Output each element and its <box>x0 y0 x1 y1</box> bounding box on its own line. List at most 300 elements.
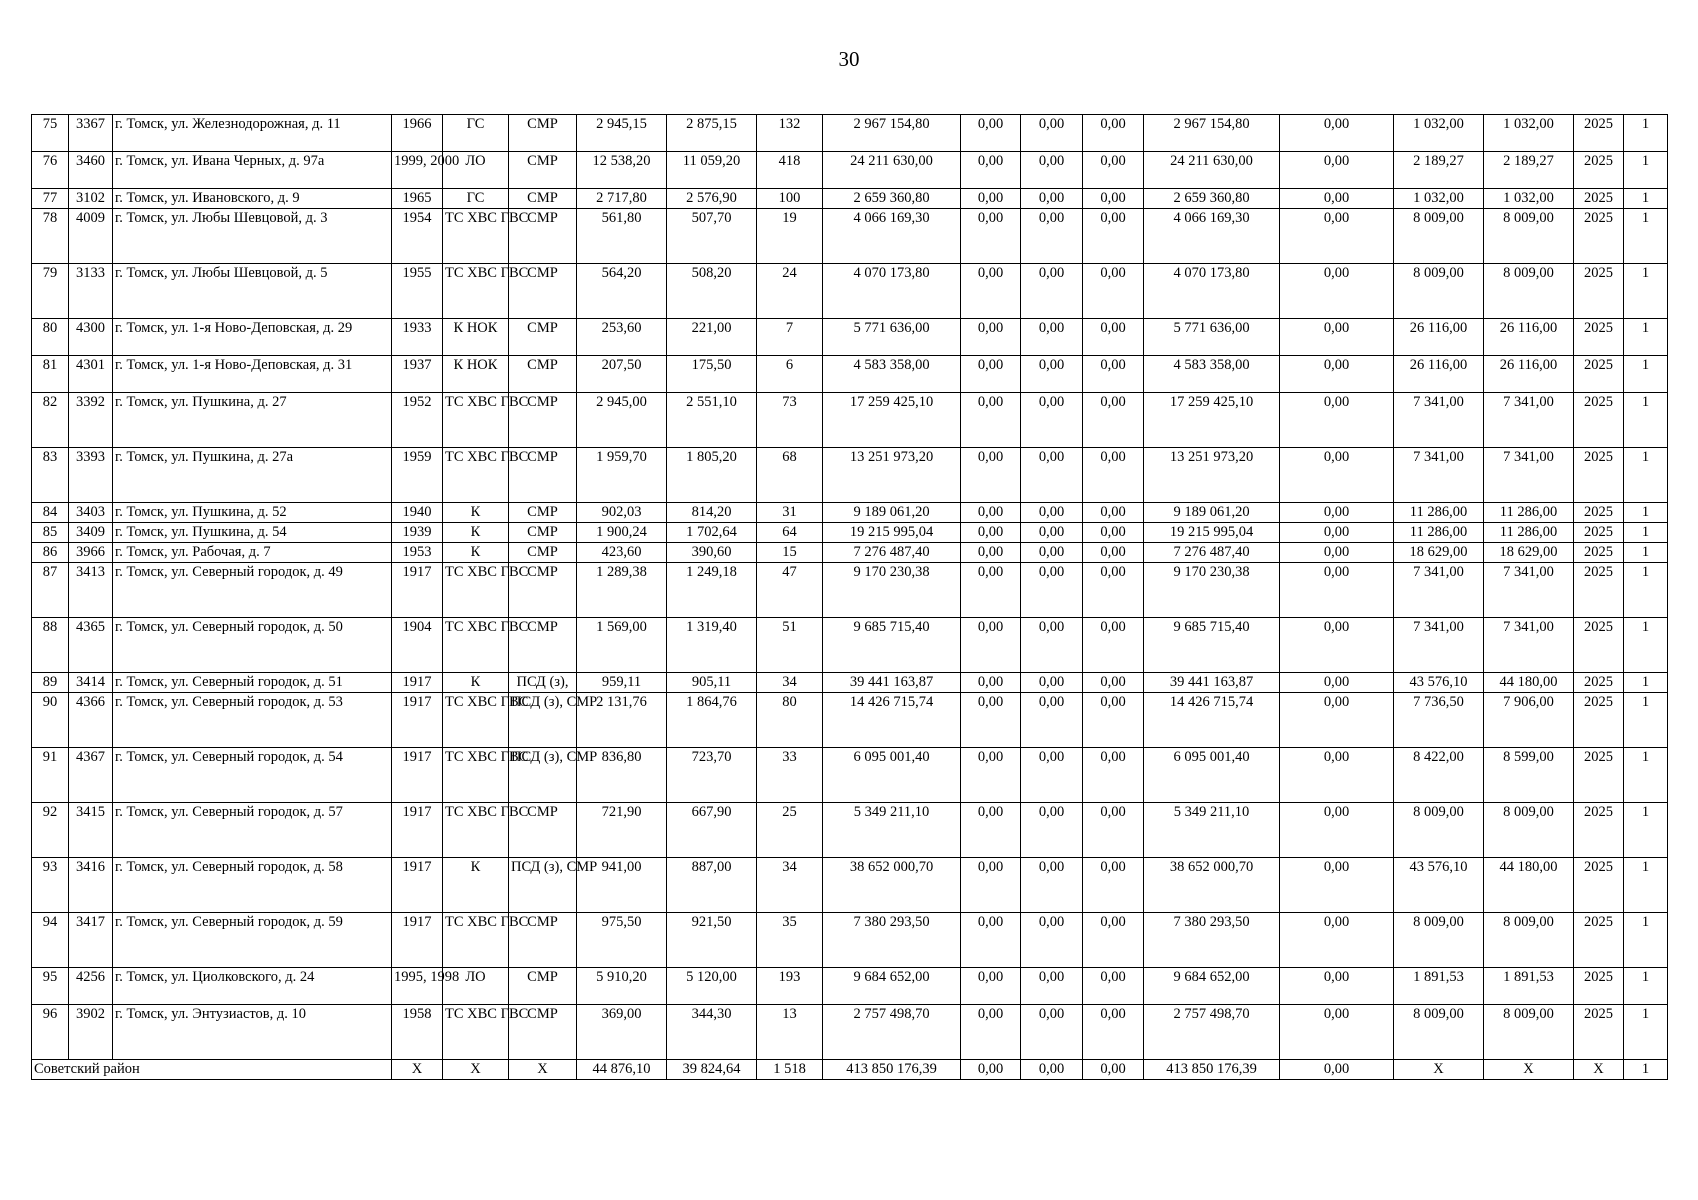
cell-owner-funds: 2 659 360,80 <box>1144 189 1280 209</box>
cell-row-number: 76 <box>32 152 69 189</box>
cell-build-year: 1917 <box>392 673 443 693</box>
cell-plan-year: 2025 <box>1574 264 1624 319</box>
cell-method: 1 <box>1624 503 1668 523</box>
cell-building-id: 3403 <box>69 503 113 523</box>
cell-residents: 100 <box>757 189 823 209</box>
cell-fund-1: 0,00 <box>961 393 1021 448</box>
total-owner-funds: 413 850 176,39 <box>1144 1060 1280 1080</box>
cell-total-cost: 9 684 652,00 <box>823 968 961 1005</box>
cell-address: г. Томск, ул. Пушкина, д. 52 <box>113 503 392 523</box>
cell-plan-year: 2025 <box>1574 803 1624 858</box>
cell-plan-year: 2025 <box>1574 523 1624 543</box>
cell-building-id: 3409 <box>69 523 113 543</box>
cell-fund-1: 0,00 <box>961 356 1021 393</box>
cell-fund-4: 0,00 <box>1280 393 1394 448</box>
cell-row-number: 95 <box>32 968 69 1005</box>
cell-plan-year: 2025 <box>1574 115 1624 152</box>
cell-plan-year: 2025 <box>1574 748 1624 803</box>
table-row <box>32 319 1668 356</box>
cell-fund-4: 0,00 <box>1280 618 1394 673</box>
table-row <box>32 693 1668 748</box>
total-label: Советский район <box>32 1060 392 1080</box>
cell-work-type: СМР <box>509 264 577 319</box>
cell-method: 1 <box>1624 968 1668 1005</box>
cell-unit-cost: 8 009,00 <box>1394 264 1484 319</box>
cell-build-year: 1958 <box>392 1005 443 1060</box>
cell-max-unit-cost: 1 032,00 <box>1484 189 1574 209</box>
cell-unit-cost: 1 032,00 <box>1394 115 1484 152</box>
cell-residents: 19 <box>757 209 823 264</box>
cell-method: 1 <box>1624 858 1668 913</box>
cell-method: 1 <box>1624 693 1668 748</box>
cell-fund-2: 0,00 <box>1021 356 1083 393</box>
cell-fund-2: 0,00 <box>1021 393 1083 448</box>
cell-unit-cost: 8 009,00 <box>1394 803 1484 858</box>
cell-systems: ТС ХВС ГВС <box>443 748 509 803</box>
cell-fund-3: 0,00 <box>1083 152 1144 189</box>
cell-fund-1: 0,00 <box>961 563 1021 618</box>
cell-area-living: 1 249,18 <box>667 563 757 618</box>
cell-method: 1 <box>1624 523 1668 543</box>
cell-owner-funds: 9 170 230,38 <box>1144 563 1280 618</box>
cell-max-unit-cost: 11 286,00 <box>1484 523 1574 543</box>
cell-fund-2: 0,00 <box>1021 803 1083 858</box>
cell-address: г. Томск, ул. Северный городок, д. 51 <box>113 673 392 693</box>
cell-build-year: 1904 <box>392 618 443 673</box>
cell-area-living: 905,11 <box>667 673 757 693</box>
cell-unit-cost: 1 891,53 <box>1394 968 1484 1005</box>
cell-owner-funds: 38 652 000,70 <box>1144 858 1280 913</box>
cell-build-year: 1959 <box>392 448 443 503</box>
cell-owner-funds: 5 771 636,00 <box>1144 319 1280 356</box>
cell-row-number: 79 <box>32 264 69 319</box>
cell-method: 1 <box>1624 748 1668 803</box>
cell-owner-funds: 24 211 630,00 <box>1144 152 1280 189</box>
cell-building-id: 4367 <box>69 748 113 803</box>
cell-unit-cost: 7 341,00 <box>1394 393 1484 448</box>
cell-fund-3: 0,00 <box>1083 913 1144 968</box>
cell-fund-4: 0,00 <box>1280 152 1394 189</box>
cell-work-type: СМР <box>509 115 577 152</box>
cell-residents: 15 <box>757 543 823 563</box>
cell-fund-3: 0,00 <box>1083 189 1144 209</box>
cell-total-cost: 7 380 293,50 <box>823 913 961 968</box>
cell-building-id: 3416 <box>69 858 113 913</box>
cell-plan-year: 2025 <box>1574 673 1624 693</box>
cell-fund-1: 0,00 <box>961 673 1021 693</box>
cell-build-year: 1937 <box>392 356 443 393</box>
cell-residents: 80 <box>757 693 823 748</box>
cell-work-type: СМР <box>509 913 577 968</box>
cell-work-type: СМР <box>509 503 577 523</box>
cell-address: г. Томск, ул. Северный городок, д. 57 <box>113 803 392 858</box>
cell-work-type: СМР <box>509 968 577 1005</box>
cell-row-number: 91 <box>32 748 69 803</box>
cell-build-year: 1955 <box>392 264 443 319</box>
cell-residents: 68 <box>757 448 823 503</box>
cell-area-total: 1 900,24 <box>577 523 667 543</box>
cell-plan-year: 2025 <box>1574 393 1624 448</box>
cell-fund-3: 0,00 <box>1083 393 1144 448</box>
cell-area-total: 902,03 <box>577 503 667 523</box>
cell-method: 1 <box>1624 209 1668 264</box>
cell-build-year: 1933 <box>392 319 443 356</box>
cell-row-number: 88 <box>32 618 69 673</box>
cell-fund-2: 0,00 <box>1021 319 1083 356</box>
cell-fund-3: 0,00 <box>1083 448 1144 503</box>
cell-address: г. Томск, ул. Железнодорожная, д. 11 <box>113 115 392 152</box>
table-row <box>32 618 1668 673</box>
table-row <box>32 448 1668 503</box>
cell-fund-1: 0,00 <box>961 152 1021 189</box>
cell-owner-funds: 2 757 498,70 <box>1144 1005 1280 1060</box>
cell-fund-3: 0,00 <box>1083 693 1144 748</box>
cell-row-number: 83 <box>32 448 69 503</box>
cell-method: 1 <box>1624 618 1668 673</box>
cell-fund-1: 0,00 <box>961 748 1021 803</box>
cell-row-number: 77 <box>32 189 69 209</box>
cell-row-number: 75 <box>32 115 69 152</box>
cell-fund-3: 0,00 <box>1083 209 1144 264</box>
cell-area-total: 2 717,80 <box>577 189 667 209</box>
cell-plan-year: 2025 <box>1574 913 1624 968</box>
cell-total-cost: 9 685 715,40 <box>823 618 961 673</box>
cell-plan-year: 2025 <box>1574 1005 1624 1060</box>
cell-unit-cost: 1 032,00 <box>1394 189 1484 209</box>
table-row <box>32 1005 1668 1060</box>
cell-max-unit-cost: 1 891,53 <box>1484 968 1574 1005</box>
total-row <box>32 1060 1668 1080</box>
cell-method: 1 <box>1624 448 1668 503</box>
cell-fund-2: 0,00 <box>1021 209 1083 264</box>
cell-method: 1 <box>1624 803 1668 858</box>
cell-method: 1 <box>1624 319 1668 356</box>
cell-fund-2: 0,00 <box>1021 448 1083 503</box>
cell-method: 1 <box>1624 189 1668 209</box>
cell-build-year: 1917 <box>392 803 443 858</box>
cell-owner-funds: 4 070 173,80 <box>1144 264 1280 319</box>
cell-max-unit-cost: 7 341,00 <box>1484 563 1574 618</box>
cell-fund-2: 0,00 <box>1021 563 1083 618</box>
cell-owner-funds: 17 259 425,10 <box>1144 393 1280 448</box>
cell-total-cost: 5 771 636,00 <box>823 319 961 356</box>
cell-fund-2: 0,00 <box>1021 152 1083 189</box>
cell-method: 1 <box>1624 913 1668 968</box>
total-fund-1: 0,00 <box>961 1060 1021 1080</box>
cell-fund-1: 0,00 <box>961 543 1021 563</box>
cell-work-type: СМР <box>509 803 577 858</box>
cell-work-type: СМР <box>509 523 577 543</box>
cell-fund-3: 0,00 <box>1083 264 1144 319</box>
cell-fund-2: 0,00 <box>1021 523 1083 543</box>
table-row <box>32 356 1668 393</box>
total-systems: Х <box>443 1060 509 1080</box>
cell-systems: ТС ХВС ГВС <box>443 448 509 503</box>
cell-row-number: 89 <box>32 673 69 693</box>
cell-unit-cost: 8 009,00 <box>1394 913 1484 968</box>
cell-area-living: 221,00 <box>667 319 757 356</box>
cell-plan-year: 2025 <box>1574 503 1624 523</box>
cell-building-id: 3460 <box>69 152 113 189</box>
cell-total-cost: 7 276 487,40 <box>823 543 961 563</box>
cell-fund-4: 0,00 <box>1280 748 1394 803</box>
cell-total-cost: 2 659 360,80 <box>823 189 961 209</box>
table-row <box>32 543 1668 563</box>
cell-fund-4: 0,00 <box>1280 319 1394 356</box>
cell-total-cost: 17 259 425,10 <box>823 393 961 448</box>
cell-area-living: 1 319,40 <box>667 618 757 673</box>
cell-plan-year: 2025 <box>1574 356 1624 393</box>
cell-address: г. Томск, ул. Северный городок, д. 53 <box>113 693 392 748</box>
cell-fund-1: 0,00 <box>961 448 1021 503</box>
cell-fund-2: 0,00 <box>1021 748 1083 803</box>
cell-row-number: 85 <box>32 523 69 543</box>
cell-systems: К НОК <box>443 356 509 393</box>
cell-owner-funds: 14 426 715,74 <box>1144 693 1280 748</box>
cell-row-number: 87 <box>32 563 69 618</box>
cell-plan-year: 2025 <box>1574 209 1624 264</box>
table-row <box>32 503 1668 523</box>
cell-row-number: 81 <box>32 356 69 393</box>
cell-owner-funds: 9 684 652,00 <box>1144 968 1280 1005</box>
cell-address: г. Томск, ул. Северный городок, д. 58 <box>113 858 392 913</box>
cell-building-id: 3102 <box>69 189 113 209</box>
cell-fund-4: 0,00 <box>1280 523 1394 543</box>
cell-residents: 6 <box>757 356 823 393</box>
cell-fund-2: 0,00 <box>1021 1005 1083 1060</box>
cell-fund-4: 0,00 <box>1280 189 1394 209</box>
cell-row-number: 78 <box>32 209 69 264</box>
cell-area-living: 1 805,20 <box>667 448 757 503</box>
cell-building-id: 4301 <box>69 356 113 393</box>
cell-residents: 34 <box>757 673 823 693</box>
cell-work-type: СМР <box>509 618 577 673</box>
cell-area-living: 2 576,90 <box>667 189 757 209</box>
cell-fund-3: 0,00 <box>1083 543 1144 563</box>
cell-fund-1: 0,00 <box>961 1005 1021 1060</box>
cell-systems: К НОК <box>443 319 509 356</box>
cell-residents: 33 <box>757 748 823 803</box>
cell-build-year: 1917 <box>392 693 443 748</box>
cell-fund-4: 0,00 <box>1280 1005 1394 1060</box>
cell-max-unit-cost: 8 009,00 <box>1484 913 1574 968</box>
cell-row-number: 80 <box>32 319 69 356</box>
cell-area-total: 975,50 <box>577 913 667 968</box>
cell-fund-1: 0,00 <box>961 693 1021 748</box>
cell-fund-2: 0,00 <box>1021 673 1083 693</box>
cell-build-year: 1917 <box>392 913 443 968</box>
cell-systems: ТС ХВС ГВС <box>443 1005 509 1060</box>
cell-method: 1 <box>1624 356 1668 393</box>
total-area-living: 39 824,64 <box>667 1060 757 1080</box>
cell-build-year: 1995, 1998 <box>392 968 443 1005</box>
cell-area-total: 2 945,15 <box>577 115 667 152</box>
cell-fund-4: 0,00 <box>1280 503 1394 523</box>
cell-work-type: СМР <box>509 563 577 618</box>
cell-fund-1: 0,00 <box>961 913 1021 968</box>
cell-area-living: 2 551,10 <box>667 393 757 448</box>
cell-address: г. Томск, ул. Любы Шевцовой, д. 5 <box>113 264 392 319</box>
cell-plan-year: 2025 <box>1574 319 1624 356</box>
cell-fund-2: 0,00 <box>1021 913 1083 968</box>
cell-build-year: 1999, 2000 <box>392 152 443 189</box>
cell-area-total: 1 569,00 <box>577 618 667 673</box>
cell-fund-1: 0,00 <box>961 189 1021 209</box>
cell-address: г. Томск, ул. Любы Шевцовой, д. 3 <box>113 209 392 264</box>
cell-total-cost: 39 441 163,87 <box>823 673 961 693</box>
table-row <box>32 115 1668 152</box>
cell-plan-year: 2025 <box>1574 448 1624 503</box>
cell-total-cost: 19 215 995,04 <box>823 523 961 543</box>
cell-fund-2: 0,00 <box>1021 858 1083 913</box>
cell-building-id: 3415 <box>69 803 113 858</box>
cell-fund-3: 0,00 <box>1083 563 1144 618</box>
cell-address: г. Томск, ул. 1-я Ново-Деповская, д. 29 <box>113 319 392 356</box>
cell-total-cost: 38 652 000,70 <box>823 858 961 913</box>
cell-systems: ТС ХВС ГВС <box>443 693 509 748</box>
cell-area-total: 721,90 <box>577 803 667 858</box>
cell-build-year: 1917 <box>392 748 443 803</box>
total-fund-4: 0,00 <box>1280 1060 1394 1080</box>
cell-build-year: 1917 <box>392 563 443 618</box>
cell-max-unit-cost: 7 341,00 <box>1484 618 1574 673</box>
cell-work-type: ПСД (з), СМР <box>509 748 577 803</box>
cell-fund-4: 0,00 <box>1280 693 1394 748</box>
cell-area-living: 11 059,20 <box>667 152 757 189</box>
total-fund-3: 0,00 <box>1083 1060 1144 1080</box>
cell-fund-4: 0,00 <box>1280 563 1394 618</box>
cell-area-total: 1 959,70 <box>577 448 667 503</box>
cell-unit-cost: 8 009,00 <box>1394 209 1484 264</box>
cell-fund-3: 0,00 <box>1083 523 1144 543</box>
cell-owner-funds: 9 189 061,20 <box>1144 503 1280 523</box>
table-row <box>32 264 1668 319</box>
total-build-year: Х <box>392 1060 443 1080</box>
cell-area-living: 2 875,15 <box>667 115 757 152</box>
cell-fund-4: 0,00 <box>1280 968 1394 1005</box>
cell-fund-1: 0,00 <box>961 618 1021 673</box>
cell-building-id: 3367 <box>69 115 113 152</box>
cell-plan-year: 2025 <box>1574 968 1624 1005</box>
cell-systems: ТС ХВС ГВС <box>443 618 509 673</box>
cell-build-year: 1939 <box>392 523 443 543</box>
cell-total-cost: 24 211 630,00 <box>823 152 961 189</box>
cell-unit-cost: 18 629,00 <box>1394 543 1484 563</box>
cell-building-id: 3966 <box>69 543 113 563</box>
cell-fund-1: 0,00 <box>961 115 1021 152</box>
cell-max-unit-cost: 26 116,00 <box>1484 356 1574 393</box>
cell-owner-funds: 4 066 169,30 <box>1144 209 1280 264</box>
total-area-total: 44 876,10 <box>577 1060 667 1080</box>
table-row <box>32 523 1668 543</box>
cell-systems: ЛО <box>443 152 509 189</box>
cell-work-type: ПСД (з), СМР <box>509 693 577 748</box>
cell-area-total: 369,00 <box>577 1005 667 1060</box>
cell-systems: ТС ХВС ГВС <box>443 803 509 858</box>
cell-address: г. Томск, ул. Северный городок, д. 54 <box>113 748 392 803</box>
cell-systems: ТС ХВС ГВС <box>443 264 509 319</box>
cell-area-living: 507,70 <box>667 209 757 264</box>
cell-unit-cost: 7 341,00 <box>1394 563 1484 618</box>
cell-plan-year: 2025 <box>1574 152 1624 189</box>
cell-fund-2: 0,00 <box>1021 543 1083 563</box>
cell-residents: 132 <box>757 115 823 152</box>
page-number: 30 <box>838 47 860 71</box>
cell-systems: ЛО <box>443 968 509 1005</box>
cell-total-cost: 2 757 498,70 <box>823 1005 961 1060</box>
total-unit-cost: Х <box>1394 1060 1484 1080</box>
cell-area-living: 5 120,00 <box>667 968 757 1005</box>
cell-area-total: 2 131,76 <box>577 693 667 748</box>
cell-residents: 7 <box>757 319 823 356</box>
cell-build-year: 1966 <box>392 115 443 152</box>
cell-fund-4: 0,00 <box>1280 264 1394 319</box>
cell-method: 1 <box>1624 563 1668 618</box>
cell-residents: 24 <box>757 264 823 319</box>
cell-row-number: 82 <box>32 393 69 448</box>
cell-building-id: 4009 <box>69 209 113 264</box>
cell-owner-funds: 2 967 154,80 <box>1144 115 1280 152</box>
cell-work-type: СМР <box>509 189 577 209</box>
cell-area-total: 959,11 <box>577 673 667 693</box>
cell-systems: К <box>443 543 509 563</box>
cell-unit-cost: 7 736,50 <box>1394 693 1484 748</box>
cell-fund-3: 0,00 <box>1083 673 1144 693</box>
total-total-cost: 413 850 176,39 <box>823 1060 961 1080</box>
cell-residents: 51 <box>757 618 823 673</box>
cell-systems: ТС ХВС ГВС <box>443 913 509 968</box>
cell-method: 1 <box>1624 393 1668 448</box>
cell-area-total: 207,50 <box>577 356 667 393</box>
cell-total-cost: 14 426 715,74 <box>823 693 961 748</box>
cell-max-unit-cost: 8 009,00 <box>1484 803 1574 858</box>
cell-owner-funds: 7 380 293,50 <box>1144 913 1280 968</box>
cell-plan-year: 2025 <box>1574 693 1624 748</box>
cell-fund-3: 0,00 <box>1083 319 1144 356</box>
cell-area-total: 836,80 <box>577 748 667 803</box>
cell-building-id: 3413 <box>69 563 113 618</box>
cell-total-cost: 4 066 169,30 <box>823 209 961 264</box>
cell-address: г. Томск, ул. Пушкина, д. 27а <box>113 448 392 503</box>
cell-plan-year: 2025 <box>1574 563 1624 618</box>
cell-building-id: 4366 <box>69 693 113 748</box>
table-row <box>32 189 1668 209</box>
cell-residents: 73 <box>757 393 823 448</box>
cell-unit-cost: 43 576,10 <box>1394 858 1484 913</box>
cell-area-total: 561,80 <box>577 209 667 264</box>
cell-systems: ТС ХВС ГВС <box>443 393 509 448</box>
table-row <box>32 858 1668 913</box>
cell-work-type: ПСД (з), <box>509 673 577 693</box>
table-row <box>32 563 1668 618</box>
cell-build-year: 1954 <box>392 209 443 264</box>
cell-owner-funds: 7 276 487,40 <box>1144 543 1280 563</box>
cell-build-year: 1952 <box>392 393 443 448</box>
cell-fund-1: 0,00 <box>961 523 1021 543</box>
cell-max-unit-cost: 11 286,00 <box>1484 503 1574 523</box>
cell-row-number: 92 <box>32 803 69 858</box>
cell-residents: 64 <box>757 523 823 543</box>
cell-area-living: 887,00 <box>667 858 757 913</box>
cell-work-type: СМР <box>509 393 577 448</box>
cell-unit-cost: 11 286,00 <box>1394 523 1484 543</box>
cell-address: г. Томск, ул. Рабочая, д. 7 <box>113 543 392 563</box>
cell-fund-3: 0,00 <box>1083 858 1144 913</box>
cell-work-type: СМР <box>509 319 577 356</box>
cell-total-cost: 9 189 061,20 <box>823 503 961 523</box>
cell-area-living: 508,20 <box>667 264 757 319</box>
cell-address: г. Томск, ул. Пушкина, д. 54 <box>113 523 392 543</box>
